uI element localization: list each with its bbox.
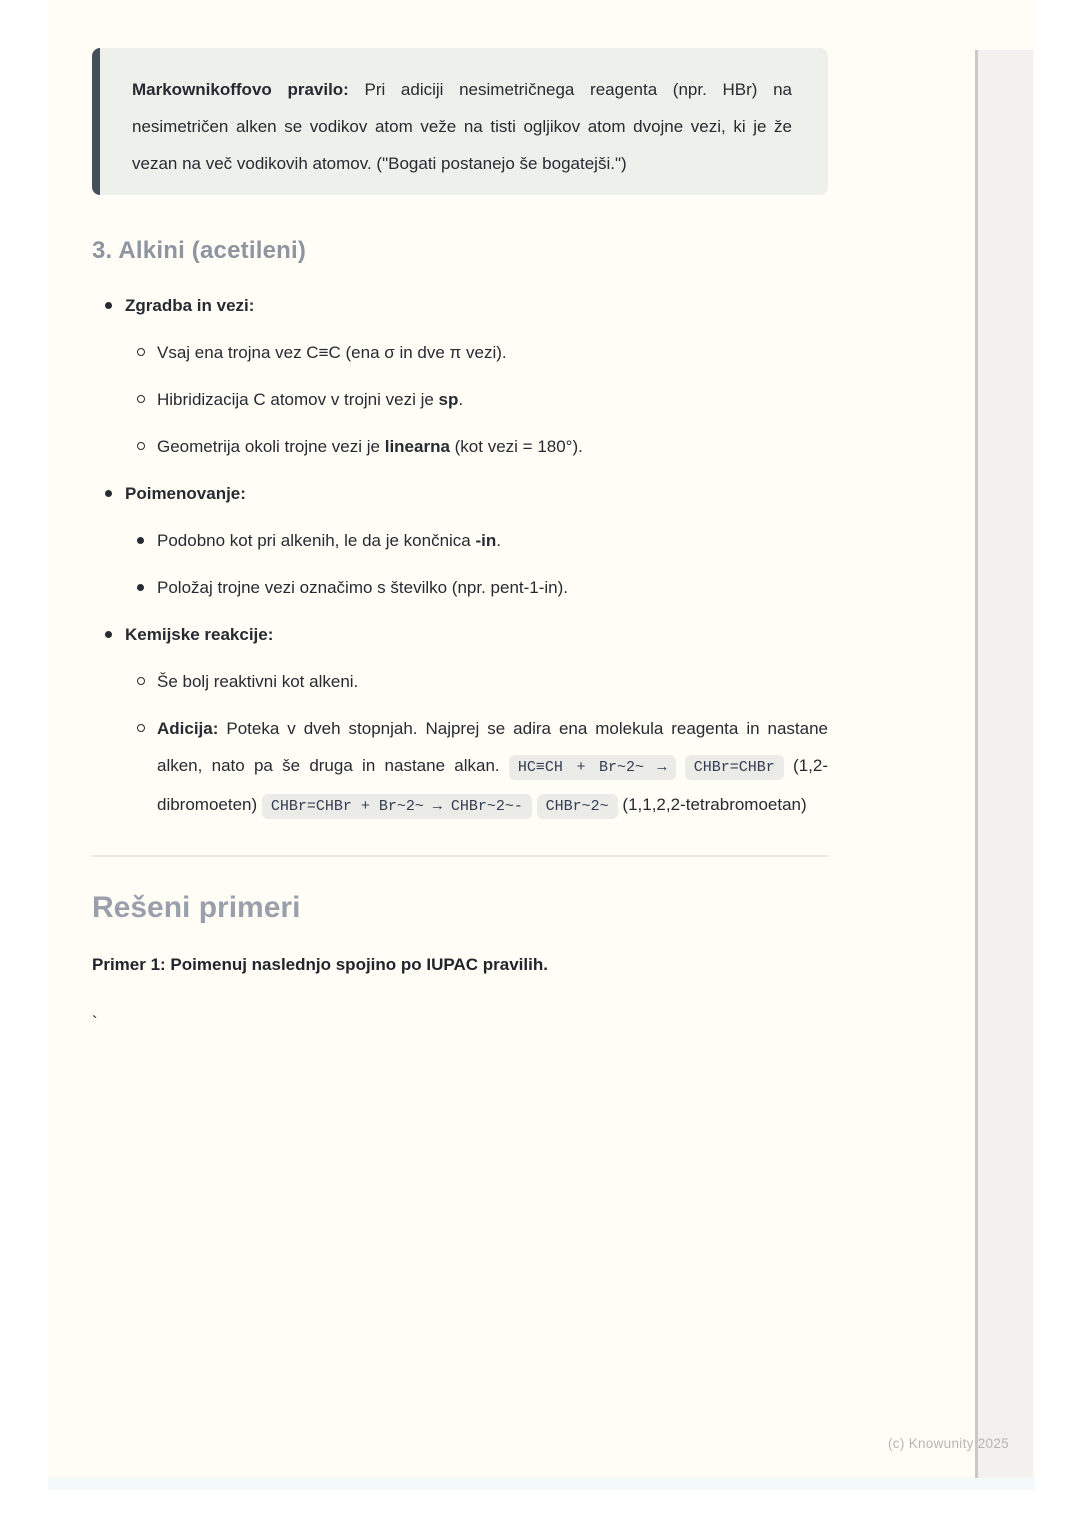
list-item-text: Še bolj reaktivni kot alkeni. bbox=[157, 672, 359, 691]
sublist-zgradba bbox=[125, 334, 828, 465]
bullet-ring-icon bbox=[125, 381, 157, 403]
list-item bbox=[125, 522, 828, 559]
list-item-label: Kemijske reakcije: bbox=[125, 625, 274, 644]
list-item-kemijske-reakcije bbox=[92, 616, 828, 653]
list-item-adicija bbox=[125, 710, 828, 825]
bullet-dot-icon bbox=[125, 569, 157, 591]
list-item-text: Hibridizacija C atomov v trojni vezi je sp. bbox=[157, 390, 464, 409]
copyright-watermark: (c) Knowunity 2025 bbox=[888, 1436, 1009, 1451]
list-item bbox=[125, 381, 828, 418]
bullet-dot-icon bbox=[92, 616, 125, 638]
bullet-ring-icon bbox=[125, 663, 157, 685]
sublist-poimenovanje bbox=[125, 522, 828, 606]
primer-1-prompt: Primer 1: Poimenuj naslednjo spojino po IUPAC pravilih. bbox=[92, 955, 548, 974]
solved-examples-heading: Rešeni primeri bbox=[92, 891, 301, 924]
bullet-ring-icon bbox=[125, 334, 157, 356]
callout-text: Markownikoffovo pravilo: Pri adiciji nesimetričnega reagenta (npr. HBr) na nesimetričen alken se vodikov atom veže na tisti ogljikov atom dvojne vezi, ki je že vezan na več vodikovih atomov. ("Bogati postanejo še bogatejši.") bbox=[132, 80, 792, 173]
alkini-list bbox=[92, 287, 828, 825]
list-item-label: Zgradba in vezi: bbox=[125, 296, 255, 315]
divider bbox=[92, 855, 828, 857]
bullet-dot-icon bbox=[92, 287, 125, 309]
section-heading-alkini: 3. Alkini (acetileni) bbox=[92, 237, 307, 264]
callout-markovnikov-rule bbox=[92, 48, 828, 195]
bullet-dot-icon bbox=[92, 475, 125, 497]
list-item-text: Adicija: Poteka v dveh stopnjah. Najprej se adira ena molekula reagenta in nastane alken, nato pa še druga in nastane alkan. HC≡CH + Br~2~ → CHBr=CHBr (1,2-dibromoeten) CHBr=CHBr + Br~2~ → CHBr~2~- CHBr~2~ (1,1,2,2-tetrabromoetan) bbox=[157, 710, 828, 825]
list-item bbox=[125, 334, 828, 371]
document-content bbox=[92, 48, 828, 1041]
list-item bbox=[125, 663, 828, 700]
list-item-text: Vsaj ena trojna vez C≡C (ena σ in dve π vezi). bbox=[157, 343, 507, 362]
bullet-ring-icon bbox=[125, 710, 157, 732]
list-item bbox=[125, 569, 828, 606]
list-item-zgradba bbox=[92, 287, 828, 324]
page-bottom-band bbox=[48, 1477, 1035, 1490]
list-item-text: Položaj trojne vezi označimo s številko (npr. pent-1-in). bbox=[157, 578, 569, 597]
bullet-dot-icon bbox=[125, 522, 157, 544]
sublist-kemijske-reakcije bbox=[125, 663, 828, 825]
list-item-poimenovanje bbox=[92, 475, 828, 512]
stray-backtick: ` bbox=[92, 1013, 98, 1032]
bullet-ring-icon bbox=[125, 428, 157, 450]
list-item-text: Podobno kot pri alkenih, le da je končnica -in. bbox=[157, 531, 501, 550]
list-item-label: Poimenovanje: bbox=[125, 484, 246, 503]
list-item-text: Geometrija okoli trojne vezi je linearna (kot vezi = 180°). bbox=[157, 437, 583, 456]
list-item bbox=[125, 428, 828, 465]
scrollbar[interactable] bbox=[975, 50, 1033, 1478]
